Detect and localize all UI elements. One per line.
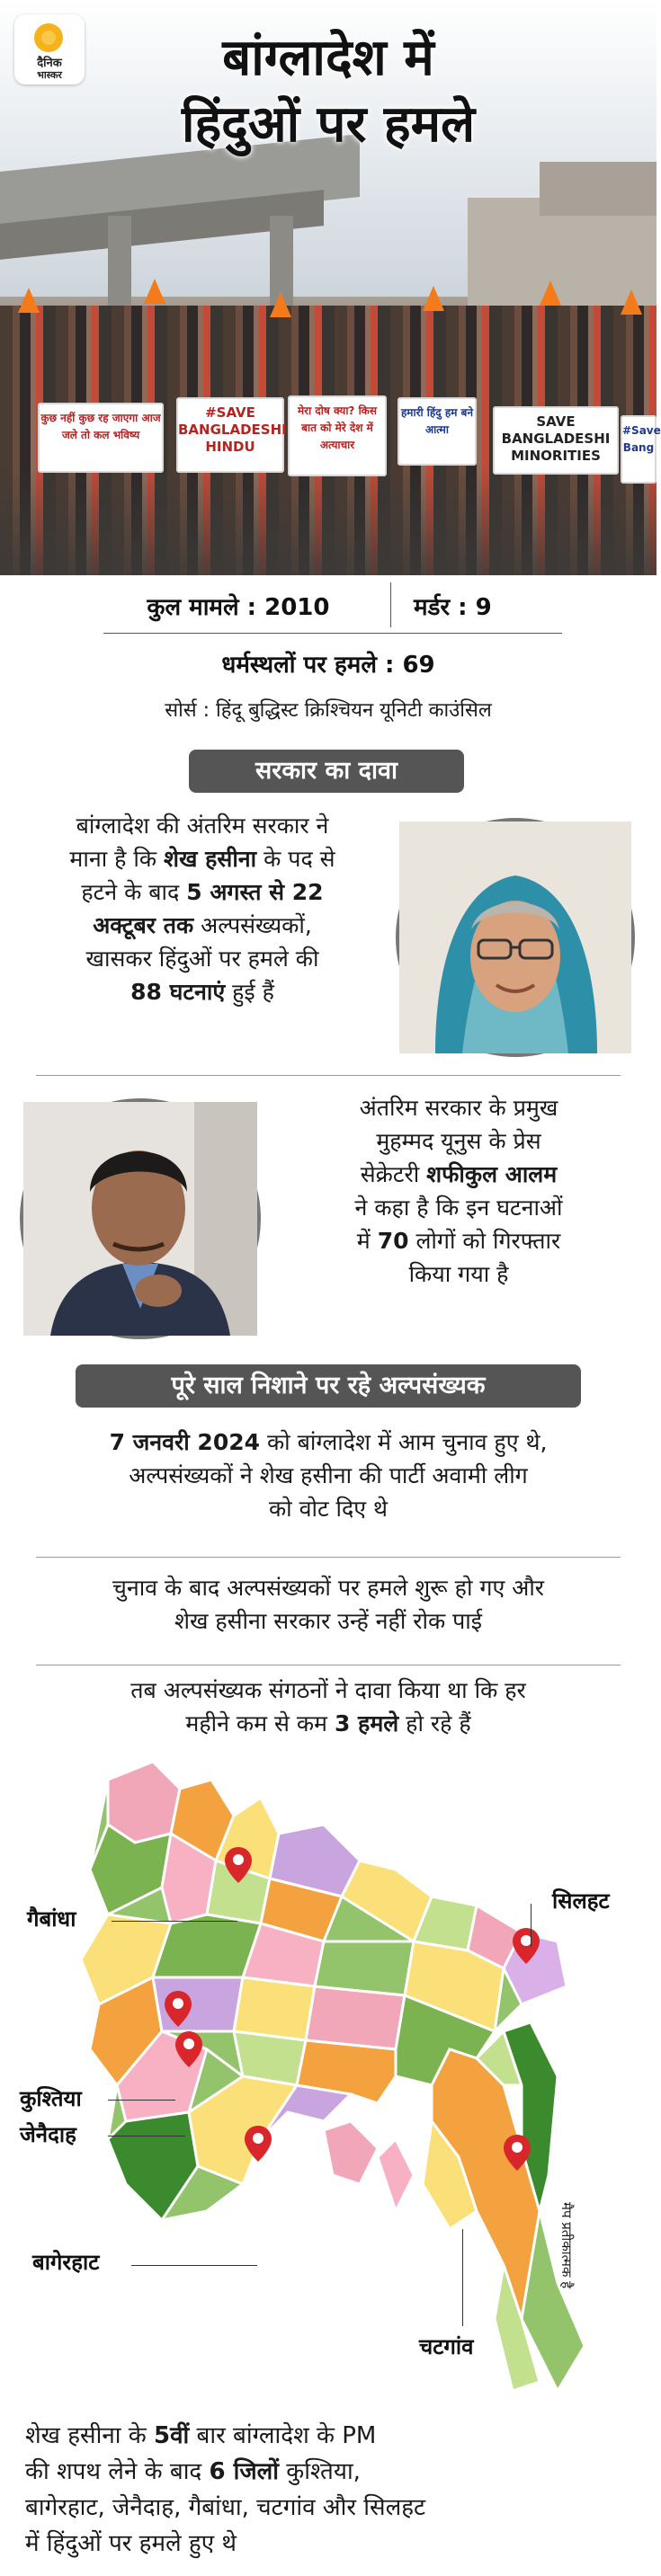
shafiqul-alam-photo bbox=[20, 1098, 261, 1339]
photo-banner: #SAVE BANGLADESHI HINDU bbox=[176, 397, 284, 473]
map-label-kushtia: कुश्तिया bbox=[20, 2086, 82, 2111]
divider bbox=[36, 1557, 621, 1558]
temple-attacks: धर्मस्थलों पर हमले : 69 bbox=[221, 652, 435, 679]
text-line: शेख हसीना के 5वीं बार बांग्लादेश के PM bbox=[25, 2422, 377, 2449]
footer-paragraph bbox=[25, 2418, 646, 2562]
leader-line bbox=[462, 2229, 463, 2326]
text-line: अल्पसंख्यकों ने शेख हसीना की पार्टी अवामी लीग bbox=[129, 1462, 528, 1488]
title-line: बांग्लादेश में bbox=[222, 29, 434, 87]
text-line: बांग्लादेश की अंतरिम सरकार ने bbox=[76, 813, 329, 839]
map-label-jhenaidah: जेनैदाह bbox=[20, 2122, 76, 2147]
text-line: बागेरहाट, जेनैदाह, गैबांधा, चटगांव और सिलहट bbox=[25, 2494, 426, 2521]
map-pin-icon bbox=[513, 1928, 540, 1964]
logo-text: दैनिक bbox=[37, 57, 62, 70]
text-line: अंतरिम सरकार के प्रमुख bbox=[359, 1095, 558, 1121]
text-line: 88 घटनाएं हुई हैं bbox=[130, 979, 274, 1005]
logo-text: भास्कर bbox=[37, 69, 62, 81]
text-line: 7 जनवरी 2024 को बांग्लादेश में आम चुनाव हुए थे, bbox=[109, 1429, 548, 1455]
section-heading-year: पूरे साल निशाने पर रहे अल्पसंख्यक bbox=[76, 1364, 581, 1408]
total-cases: कुल मामले : 2010 bbox=[147, 594, 330, 621]
text-line: हटने के बाद 5 अगस्त से 22 bbox=[81, 879, 324, 905]
photo-banner: SAVE BANGLADESHI MINORITIES bbox=[493, 406, 619, 475]
map-label-gaibandha: गैबांधा bbox=[27, 1906, 76, 1932]
section-heading-claim: सरकार का दावा bbox=[189, 750, 464, 793]
map-pin-icon bbox=[245, 2126, 272, 2162]
text-line: में 70 लोगों को गिरफ्तार bbox=[356, 1228, 561, 1254]
divider bbox=[36, 1665, 621, 1666]
stat-rule bbox=[103, 633, 562, 634]
photo-banner: मेरा दोष क्या? किस बात को मेरे देश में अत्याचार bbox=[288, 395, 387, 476]
leader-line bbox=[108, 2100, 175, 2101]
bangladesh-map bbox=[54, 1762, 612, 2409]
divider bbox=[36, 1075, 621, 1076]
map-pin-icon bbox=[165, 1991, 192, 2027]
text-line: की शपथ लेने के बाद 6 जिलों कुश्तिया, bbox=[25, 2458, 361, 2485]
photo-banner: हमारी हिंदु हम बने आत्मा bbox=[397, 397, 477, 466]
stat-divider bbox=[390, 582, 391, 627]
dainik-bhaskar-logo bbox=[14, 14, 85, 84]
map-label-bagerhat: बागेरहाट bbox=[32, 2250, 100, 2275]
map-pin-icon bbox=[504, 2135, 531, 2171]
year-paragraph-1 bbox=[0, 1426, 657, 1525]
text-line: चुनाव के बाद अल्पसंख्यकों पर हमले शुरू हो गए और bbox=[112, 1575, 545, 1601]
page-title bbox=[99, 25, 558, 158]
text-line: महीने कम से कम 3 हमले हो रहे हैं bbox=[185, 1710, 471, 1737]
map-pin-icon bbox=[225, 1847, 252, 1883]
map-pin-icon bbox=[175, 2031, 202, 2067]
year-paragraph-2 bbox=[0, 1571, 657, 1638]
murders: मर्डर : 9 bbox=[414, 594, 492, 621]
text-line: को वोट दिए थे bbox=[268, 1496, 389, 1522]
map-label-chattogram: चटगांव bbox=[419, 2334, 474, 2359]
title-line: हिंदुओं पर हमले bbox=[181, 95, 476, 154]
map-disclaimer: मैप प्रतीकात्मक है bbox=[558, 2202, 575, 2289]
sheikh-hasina-photo bbox=[396, 818, 635, 1057]
leader-line bbox=[112, 1921, 237, 1922]
source-note: सोर्स : हिंदू बुद्धिस्ट क्रिश्चियन यूनिटी काउंसिल bbox=[165, 699, 492, 722]
text-line: में हिंदुओं पर हमले हुए थे bbox=[25, 2530, 237, 2557]
leader-line bbox=[131, 2265, 257, 2266]
claim-paragraph-2 bbox=[270, 1091, 648, 1291]
stats-panel bbox=[0, 575, 657, 746]
claim-paragraph-1 bbox=[0, 809, 405, 1008]
text-line: माना है कि शेख हसीना के पद से bbox=[69, 846, 335, 872]
map-label-sylhet: सिलहट bbox=[552, 1888, 610, 1914]
sun-icon bbox=[34, 23, 63, 52]
text-line: मुहम्मद यूनुस के प्रेस bbox=[376, 1128, 541, 1154]
text-line: सेक्रेटरी शफीकुल आलम bbox=[360, 1161, 558, 1187]
text-line: तब अल्पसंख्यक संगठनों ने दावा किया था कि हर bbox=[130, 1677, 526, 1703]
year-paragraph-3 bbox=[0, 1674, 657, 1740]
photo-banner: कुछ नहीं कुछ रह जाएगा आज जले तो कल भविष्य bbox=[38, 403, 164, 473]
text-line: किया गया है bbox=[408, 1261, 509, 1287]
photo-banner: #Save Bang bbox=[621, 415, 657, 484]
text-line: खासकर हिंदुओं पर हमले की bbox=[85, 946, 319, 972]
text-line: अक्टूबर तक अल्पसंख्यकों, bbox=[93, 912, 312, 938]
text-line: ने कहा है कि इन घटनाओं bbox=[354, 1195, 563, 1221]
text-line: शेख हसीना सरकार उन्हें नहीं रोक पाई bbox=[174, 1608, 483, 1634]
